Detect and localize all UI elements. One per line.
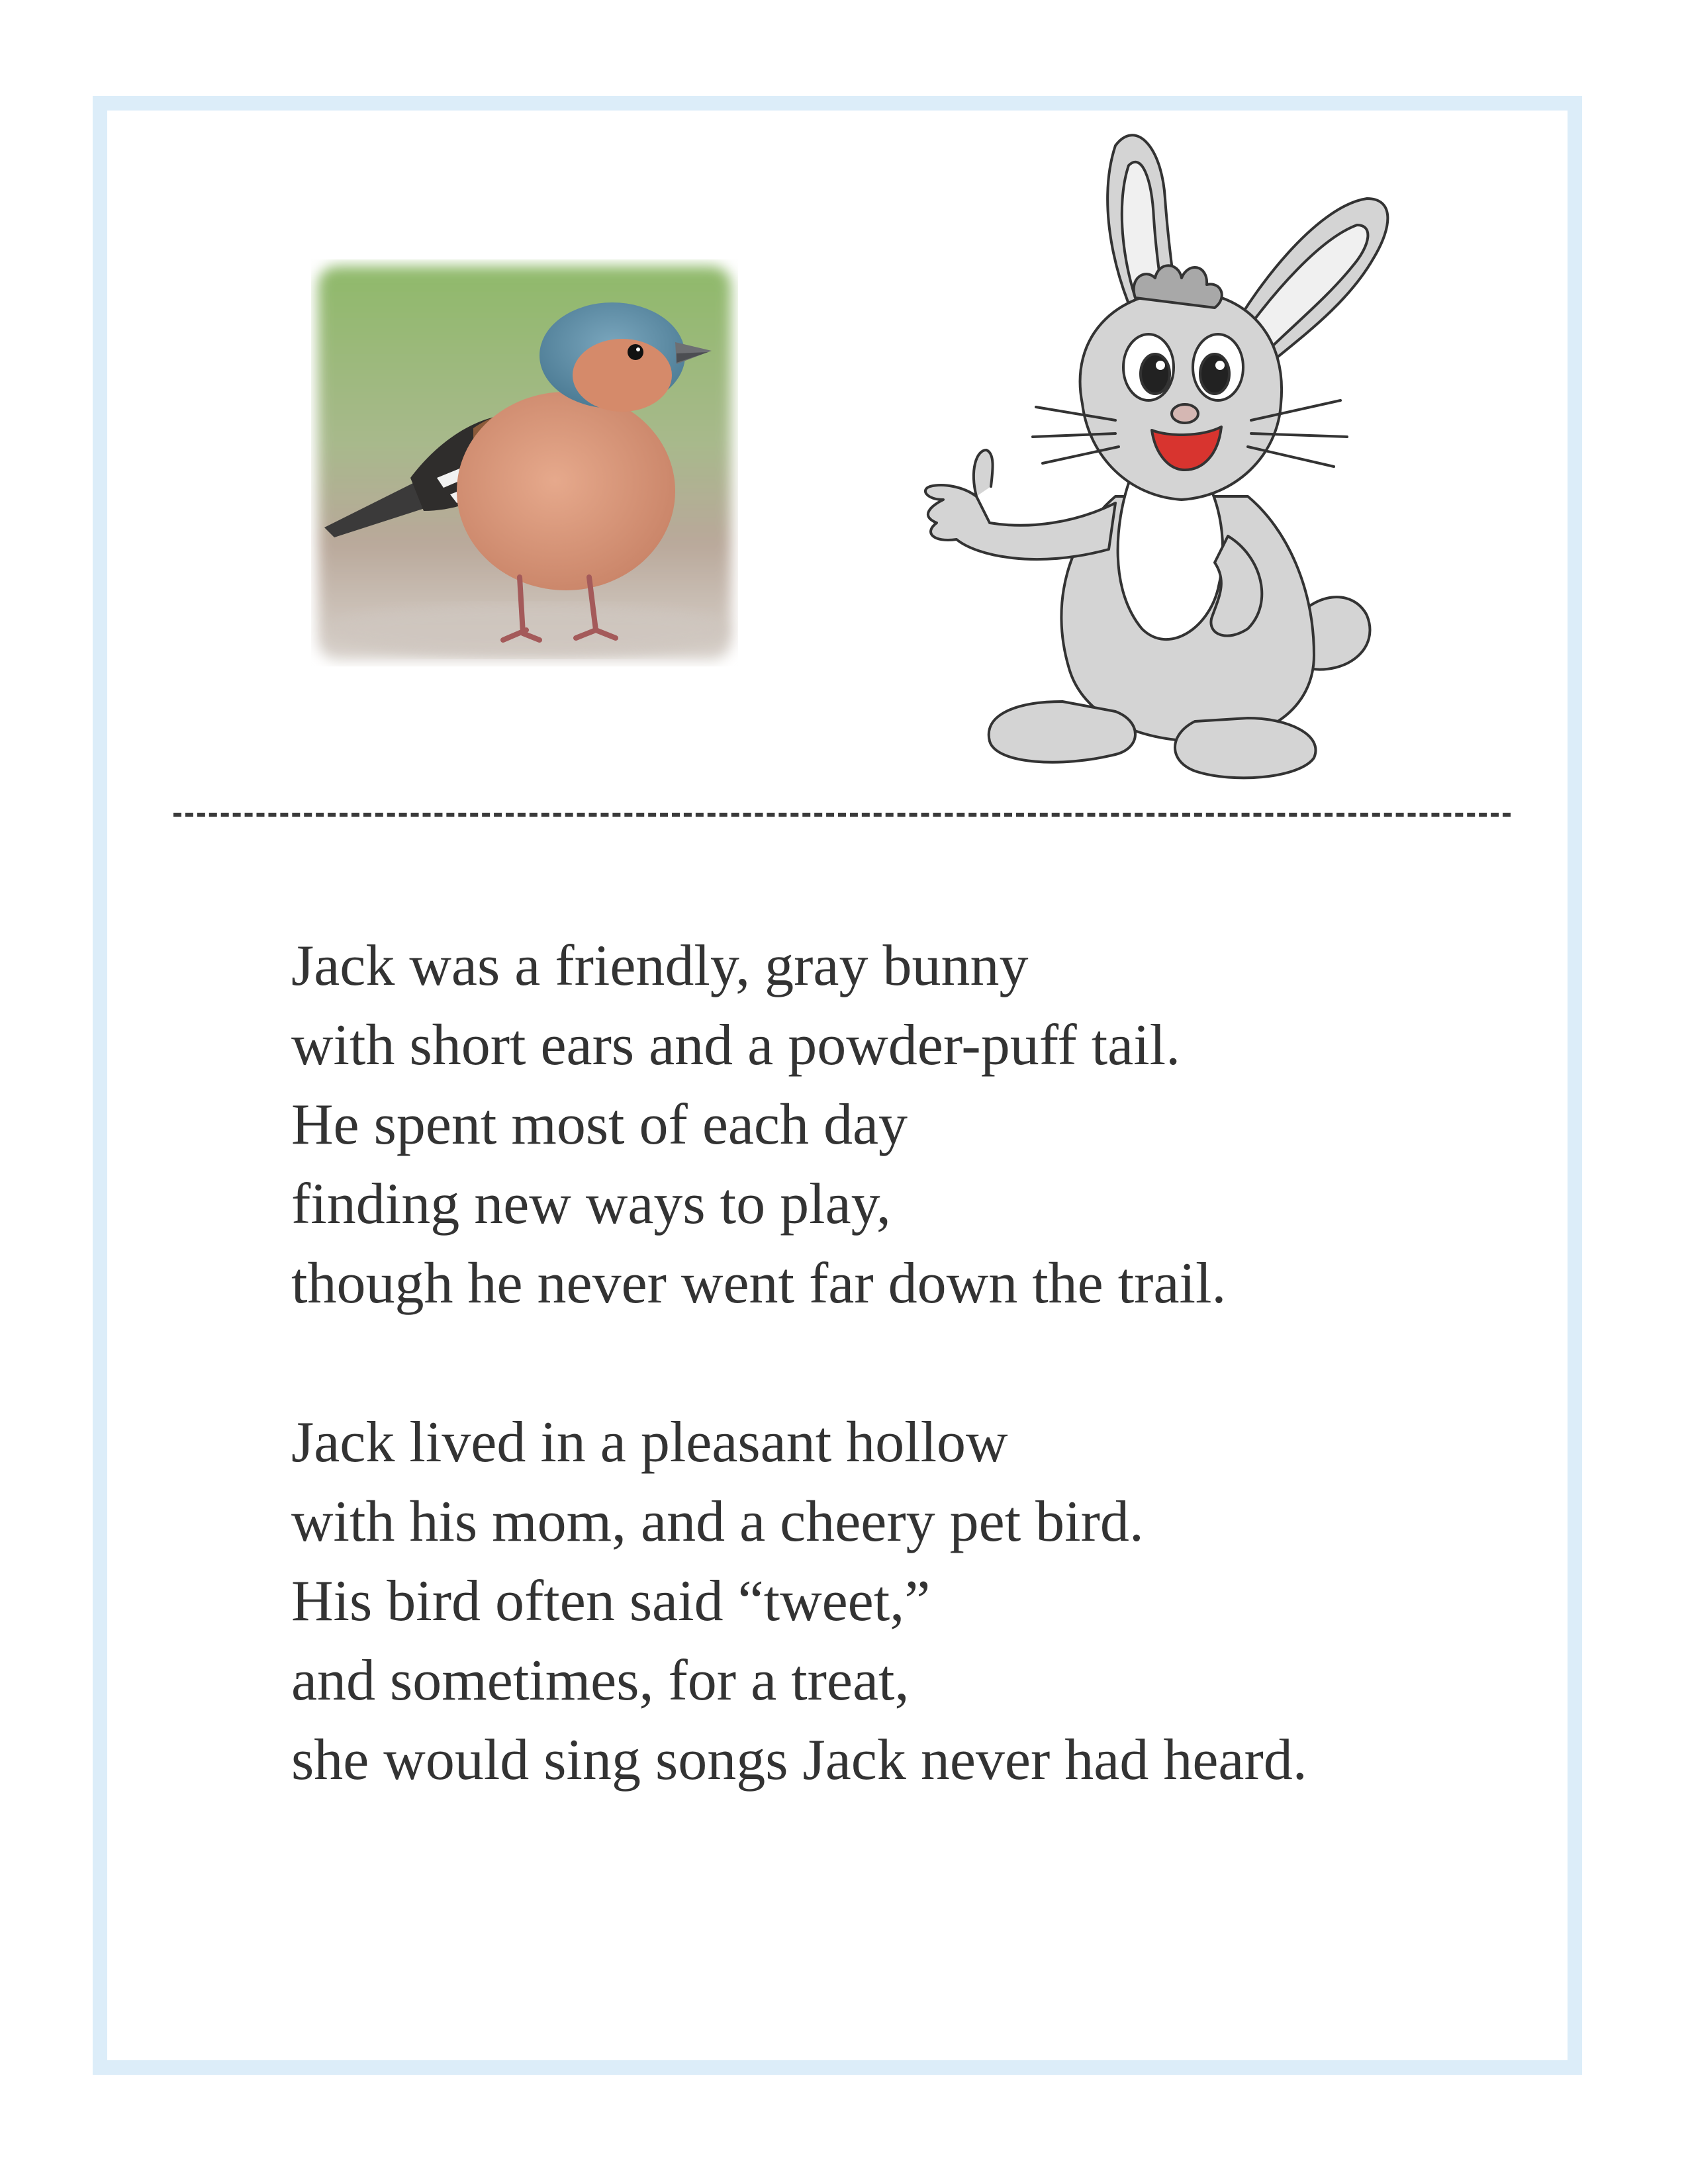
poem-line: and sometimes, for a treat, — [291, 1649, 910, 1713]
poem-line: finding new ways to play, — [291, 1172, 891, 1236]
poem — [291, 927, 1536, 1880]
poem-line: with short ears and a powder-puff tail. — [291, 1013, 1181, 1077]
poem-line: Jack lived in a pleasant hollow — [291, 1410, 1008, 1475]
poem-line: Jack was a friendly, gray bunny — [291, 934, 1029, 998]
poem-line: with his mom, and a cheery pet bird. — [291, 1490, 1144, 1554]
dashed-divider — [173, 813, 1511, 817]
poem-line: though he never went far down the trail. — [291, 1251, 1227, 1316]
poem-line: His bird often said “tweet,” — [291, 1569, 931, 1633]
bird-photo — [311, 259, 738, 666]
stanza-2 — [291, 1403, 1536, 1800]
bunny-illustration — [917, 126, 1420, 807]
poem-line: she would sing songs Jack never had heard. — [291, 1728, 1307, 1792]
stanza-1 — [291, 927, 1536, 1324]
poem-line: He spent most of each day — [291, 1093, 908, 1157]
